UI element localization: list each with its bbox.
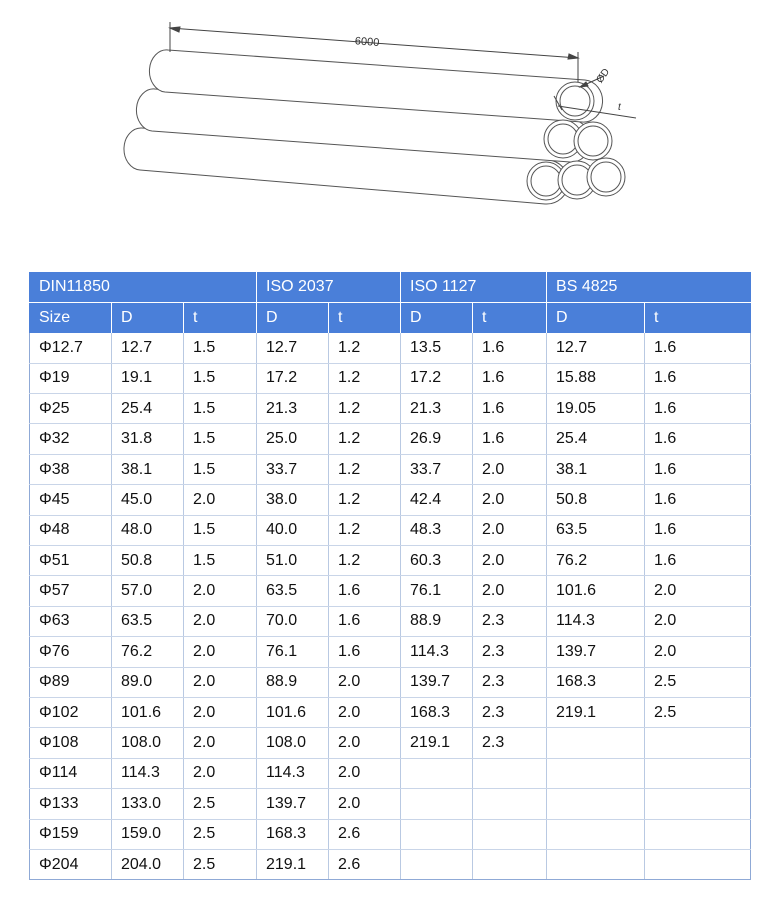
iso1127-t-cell: 2.0 bbox=[473, 576, 547, 606]
din-d-cell: 63.5 bbox=[112, 606, 184, 636]
table-row bbox=[30, 637, 751, 667]
standard-din11850: DIN11850 bbox=[30, 272, 257, 302]
iso2037-d-header: D bbox=[257, 302, 329, 332]
din-t-cell: 1.5 bbox=[184, 515, 257, 545]
size-cell: Φ51 bbox=[30, 546, 112, 576]
standard-iso2037: ISO 2037 bbox=[257, 272, 401, 302]
iso2037-d-cell: 38.0 bbox=[257, 485, 329, 515]
din-t-cell: 2.0 bbox=[184, 637, 257, 667]
din-d-cell: 50.8 bbox=[112, 546, 184, 576]
size-cell: Φ102 bbox=[30, 697, 112, 727]
table-row bbox=[30, 515, 751, 545]
iso2037-d-cell: 108.0 bbox=[257, 728, 329, 758]
iso2037-t-cell: 1.6 bbox=[329, 637, 401, 667]
iso2037-d-cell: 101.6 bbox=[257, 697, 329, 727]
iso1127-t-cell: 2.0 bbox=[473, 454, 547, 484]
iso1127-t-cell bbox=[473, 819, 547, 849]
din-t-cell: 1.5 bbox=[184, 546, 257, 576]
bs4825-t-cell: 1.6 bbox=[645, 454, 751, 484]
iso2037-d-cell: 168.3 bbox=[257, 819, 329, 849]
iso1127-t-cell: 1.6 bbox=[473, 363, 547, 393]
din-d-cell: 38.1 bbox=[112, 454, 184, 484]
din-t-cell: 2.5 bbox=[184, 789, 257, 819]
iso2037-t-cell: 1.2 bbox=[329, 333, 401, 363]
table-row bbox=[30, 819, 751, 849]
bs4825-t-cell bbox=[645, 758, 751, 788]
size-cell: Φ38 bbox=[30, 454, 112, 484]
iso1127-d-cell bbox=[401, 819, 473, 849]
table-row bbox=[30, 394, 751, 424]
din-d-cell: 12.7 bbox=[112, 333, 184, 363]
iso1127-t-cell: 2.0 bbox=[473, 515, 547, 545]
table-row bbox=[30, 424, 751, 454]
iso1127-d-cell: 48.3 bbox=[401, 515, 473, 545]
iso1127-t-cell bbox=[473, 789, 547, 819]
standard-bs4825: BS 4825 bbox=[547, 272, 751, 302]
bs4825-d-cell: 139.7 bbox=[547, 637, 645, 667]
din-d-cell: 114.3 bbox=[112, 758, 184, 788]
din-t-cell: 2.0 bbox=[184, 728, 257, 758]
din-d-cell: 159.0 bbox=[112, 819, 184, 849]
diameter-label: ØD bbox=[594, 66, 613, 86]
bs4825-t-cell: 1.6 bbox=[645, 485, 751, 515]
iso2037-d-cell: 76.1 bbox=[257, 637, 329, 667]
din-d-cell: 204.0 bbox=[112, 849, 184, 879]
bs4825-d-cell bbox=[547, 819, 645, 849]
iso1127-d-cell: 42.4 bbox=[401, 485, 473, 515]
iso2037-t-cell: 1.2 bbox=[329, 363, 401, 393]
bs4825-t-cell bbox=[645, 849, 751, 879]
bs4825-t-cell: 2.0 bbox=[645, 606, 751, 636]
table-row bbox=[30, 667, 751, 697]
iso2037-d-cell: 63.5 bbox=[257, 576, 329, 606]
bs4825-t-cell: 2.5 bbox=[645, 697, 751, 727]
size-cell: Φ76 bbox=[30, 637, 112, 667]
din-d-cell: 25.4 bbox=[112, 394, 184, 424]
bs4825-t-cell: 2.5 bbox=[645, 667, 751, 697]
size-cell: Φ57 bbox=[30, 576, 112, 606]
iso1127-t-cell: 2.3 bbox=[473, 606, 547, 636]
bs4825-t-cell: 1.6 bbox=[645, 333, 751, 363]
iso2037-d-cell: 25.0 bbox=[257, 424, 329, 454]
iso2037-t-cell: 1.2 bbox=[329, 485, 401, 515]
table-row bbox=[30, 333, 751, 363]
iso2037-t-cell: 2.0 bbox=[329, 697, 401, 727]
size-cell: Φ63 bbox=[30, 606, 112, 636]
bs4825-d-cell: 12.7 bbox=[547, 333, 645, 363]
bs4825-d-header: D bbox=[547, 302, 645, 332]
bs4825-d-cell: 101.6 bbox=[547, 576, 645, 606]
din-d-cell: 133.0 bbox=[112, 789, 184, 819]
size-cell: Φ32 bbox=[30, 424, 112, 454]
bs4825-t-cell bbox=[645, 819, 751, 849]
bs4825-d-cell bbox=[547, 849, 645, 879]
iso2037-t-cell: 1.6 bbox=[329, 576, 401, 606]
iso1127-t-cell bbox=[473, 758, 547, 788]
iso1127-t-cell: 2.0 bbox=[473, 546, 547, 576]
table-row bbox=[30, 849, 751, 879]
din-d-cell: 19.1 bbox=[112, 363, 184, 393]
iso1127-d-cell: 13.5 bbox=[401, 333, 473, 363]
din-t-cell: 2.0 bbox=[184, 758, 257, 788]
size-cell: Φ48 bbox=[30, 515, 112, 545]
din-d-cell: 45.0 bbox=[112, 485, 184, 515]
iso1127-d-cell: 33.7 bbox=[401, 454, 473, 484]
iso2037-d-cell: 12.7 bbox=[257, 333, 329, 363]
table-row bbox=[30, 606, 751, 636]
iso2037-t-cell: 1.2 bbox=[329, 515, 401, 545]
iso2037-t-cell: 1.6 bbox=[329, 606, 401, 636]
iso2037-t-cell: 2.0 bbox=[329, 667, 401, 697]
iso1127-t-cell: 1.6 bbox=[473, 333, 547, 363]
iso1127-t-cell: 1.6 bbox=[473, 394, 547, 424]
din-t-cell: 2.0 bbox=[184, 576, 257, 606]
iso1127-d-cell: 17.2 bbox=[401, 363, 473, 393]
size-cell: Φ45 bbox=[30, 485, 112, 515]
iso1127-t-cell bbox=[473, 849, 547, 879]
table-row bbox=[30, 789, 751, 819]
table-row bbox=[30, 728, 751, 758]
din-d-cell: 48.0 bbox=[112, 515, 184, 545]
table-row bbox=[30, 363, 751, 393]
din-d-cell: 89.0 bbox=[112, 667, 184, 697]
bs4825-d-cell: 219.1 bbox=[547, 697, 645, 727]
iso2037-t-cell: 2.6 bbox=[329, 849, 401, 879]
din-t-header: t bbox=[184, 302, 257, 332]
iso1127-d-cell: 139.7 bbox=[401, 667, 473, 697]
iso2037-d-cell: 40.0 bbox=[257, 515, 329, 545]
din-t-cell: 1.5 bbox=[184, 333, 257, 363]
iso1127-d-cell bbox=[401, 849, 473, 879]
din-t-cell: 2.0 bbox=[184, 697, 257, 727]
bs4825-d-cell: 15.88 bbox=[547, 363, 645, 393]
iso1127-d-cell: 88.9 bbox=[401, 606, 473, 636]
size-cell: Φ89 bbox=[30, 667, 112, 697]
iso2037-t-cell: 2.0 bbox=[329, 789, 401, 819]
table-body bbox=[30, 333, 751, 880]
iso1127-t-cell: 2.3 bbox=[473, 637, 547, 667]
bs4825-t-cell: 1.6 bbox=[645, 363, 751, 393]
iso2037-d-cell: 51.0 bbox=[257, 546, 329, 576]
din-d-cell: 108.0 bbox=[112, 728, 184, 758]
iso1127-d-cell: 26.9 bbox=[401, 424, 473, 454]
size-cell: Φ108 bbox=[30, 728, 112, 758]
bs4825-t-cell bbox=[645, 789, 751, 819]
iso2037-d-cell: 33.7 bbox=[257, 454, 329, 484]
iso2037-t-cell: 2.0 bbox=[329, 728, 401, 758]
standard-iso1127: ISO 1127 bbox=[401, 272, 547, 302]
bs4825-d-cell: 114.3 bbox=[547, 606, 645, 636]
iso1127-d-cell: 168.3 bbox=[401, 697, 473, 727]
bs4825-d-cell: 63.5 bbox=[547, 515, 645, 545]
din-t-cell: 2.0 bbox=[184, 606, 257, 636]
pipe-size-table bbox=[29, 272, 751, 880]
iso1127-d-cell: 21.3 bbox=[401, 394, 473, 424]
iso2037-t-header: t bbox=[329, 302, 401, 332]
pipe-stack-diagram bbox=[0, 0, 777, 250]
iso2037-d-cell: 88.9 bbox=[257, 667, 329, 697]
bs4825-d-cell: 76.2 bbox=[547, 546, 645, 576]
bs4825-d-cell bbox=[547, 728, 645, 758]
iso1127-t-header: t bbox=[473, 302, 547, 332]
din-d-cell: 31.8 bbox=[112, 424, 184, 454]
bs4825-t-cell bbox=[645, 728, 751, 758]
iso1127-d-header: D bbox=[401, 302, 473, 332]
table-row bbox=[30, 485, 751, 515]
din-t-cell: 2.0 bbox=[184, 485, 257, 515]
bs4825-t-cell: 1.6 bbox=[645, 394, 751, 424]
size-cell: Φ25 bbox=[30, 394, 112, 424]
thickness-label: t bbox=[618, 102, 621, 113]
bs4825-d-cell: 19.05 bbox=[547, 394, 645, 424]
iso1127-d-cell: 60.3 bbox=[401, 546, 473, 576]
iso1127-d-cell: 114.3 bbox=[401, 637, 473, 667]
iso1127-d-cell: 76.1 bbox=[401, 576, 473, 606]
table-row bbox=[30, 454, 751, 484]
iso2037-t-cell: 2.0 bbox=[329, 758, 401, 788]
bs4825-t-cell: 1.6 bbox=[645, 424, 751, 454]
iso1127-t-cell: 2.3 bbox=[473, 667, 547, 697]
size-header: Size bbox=[30, 302, 112, 332]
iso1127-t-cell: 2.0 bbox=[473, 485, 547, 515]
table-row bbox=[30, 697, 751, 727]
iso2037-d-cell: 114.3 bbox=[257, 758, 329, 788]
standards-header-row bbox=[30, 272, 751, 302]
table-row bbox=[30, 546, 751, 576]
bs4825-d-cell: 38.1 bbox=[547, 454, 645, 484]
size-cell: Φ114 bbox=[30, 758, 112, 788]
din-t-cell: 1.5 bbox=[184, 394, 257, 424]
bs4825-d-cell: 25.4 bbox=[547, 424, 645, 454]
size-cell: Φ133 bbox=[30, 789, 112, 819]
iso2037-t-cell: 1.2 bbox=[329, 546, 401, 576]
din-t-cell: 2.5 bbox=[184, 849, 257, 879]
bs4825-d-cell: 168.3 bbox=[547, 667, 645, 697]
iso2037-t-cell: 2.6 bbox=[329, 819, 401, 849]
iso1127-t-cell: 2.3 bbox=[473, 697, 547, 727]
table-row bbox=[30, 758, 751, 788]
din-t-cell: 2.0 bbox=[184, 667, 257, 697]
iso2037-d-cell: 70.0 bbox=[257, 606, 329, 636]
iso1127-d-cell bbox=[401, 758, 473, 788]
din-t-cell: 1.5 bbox=[184, 454, 257, 484]
bs4825-t-cell: 2.0 bbox=[645, 576, 751, 606]
iso2037-d-cell: 219.1 bbox=[257, 849, 329, 879]
bs4825-t-cell: 1.6 bbox=[645, 546, 751, 576]
din-d-header: D bbox=[112, 302, 184, 332]
iso1127-t-cell: 1.6 bbox=[473, 424, 547, 454]
din-t-cell: 1.5 bbox=[184, 363, 257, 393]
iso1127-t-cell: 2.3 bbox=[473, 728, 547, 758]
din-t-cell: 1.5 bbox=[184, 424, 257, 454]
bs4825-d-cell bbox=[547, 758, 645, 788]
iso1127-d-cell bbox=[401, 789, 473, 819]
bs4825-t-header: t bbox=[645, 302, 751, 332]
iso2037-t-cell: 1.2 bbox=[329, 394, 401, 424]
size-cell: Φ159 bbox=[30, 819, 112, 849]
bs4825-d-cell: 50.8 bbox=[547, 485, 645, 515]
din-d-cell: 57.0 bbox=[112, 576, 184, 606]
iso2037-d-cell: 17.2 bbox=[257, 363, 329, 393]
iso2037-t-cell: 1.2 bbox=[329, 454, 401, 484]
size-cell: Φ12.7 bbox=[30, 333, 112, 363]
iso2037-d-cell: 21.3 bbox=[257, 394, 329, 424]
size-cell: Φ204 bbox=[30, 849, 112, 879]
column-header-row bbox=[30, 302, 751, 332]
iso2037-d-cell: 139.7 bbox=[257, 789, 329, 819]
din-d-cell: 76.2 bbox=[112, 637, 184, 667]
bs4825-t-cell: 1.6 bbox=[645, 515, 751, 545]
bs4825-d-cell bbox=[547, 789, 645, 819]
bs4825-t-cell: 2.0 bbox=[645, 637, 751, 667]
table-row bbox=[30, 576, 751, 606]
size-cell: Φ19 bbox=[30, 363, 112, 393]
length-label: 6000 bbox=[354, 35, 380, 49]
iso1127-d-cell: 219.1 bbox=[401, 728, 473, 758]
din-d-cell: 101.6 bbox=[112, 697, 184, 727]
iso2037-t-cell: 1.2 bbox=[329, 424, 401, 454]
din-t-cell: 2.5 bbox=[184, 819, 257, 849]
